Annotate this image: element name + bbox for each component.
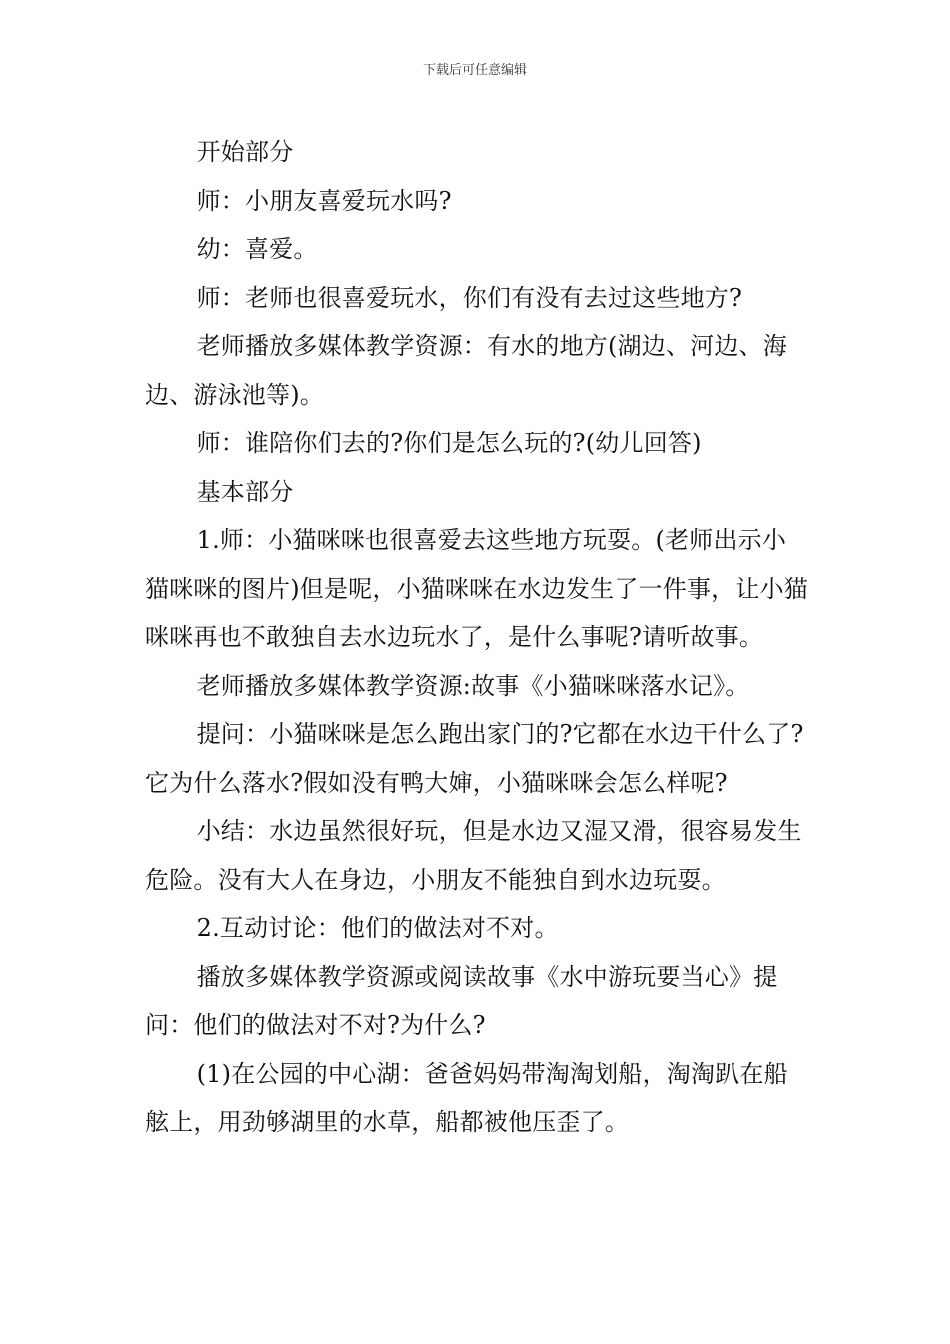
- question-paragraph: 提问：小猫咪咪是怎么跑出家门的?它都在水边干什么了?它为什么落水?假如没有鸭大婶，小猫咪咪会怎么样呢?: [145, 720, 804, 797]
- dialogue-paragraph: 师：老师也很喜爱玩水，你们有没有去过这些地方?: [196, 283, 743, 312]
- discussion-heading: 2.互动讨论：他们的做法对不对。: [196, 914, 559, 942]
- body-paragraph: 1.师：小猫咪咪也很喜爱去这些地方玩耍。(老师出示小猫咪咪的图片)但是呢，小猫咪咪在水边发生了一件事，让小猫咪咪再也不敢独自去水边玩水了，是什么事呢?请听故事。: [145, 526, 808, 651]
- dialogue-paragraph: 幼：喜爱。: [196, 235, 318, 263]
- section-heading-start: 开始部分: [196, 138, 294, 166]
- dialogue-paragraph: 师：谁陪你们去的?你们是怎么玩的?(幼儿回答): [196, 429, 702, 457]
- body-paragraph: 老师播放多媒体教学资源：有水的地方(湖边、河边、海边、游泳池等)。: [145, 332, 787, 409]
- page-header: 下载后可任意编辑: [422, 63, 527, 78]
- summary-paragraph: 小结：水边虽然很好玩，但是水边又湿又滑，很容易发生危险。没有大人在身边，小朋友不能独自到水边玩耍。: [145, 817, 802, 894]
- question-paragraph: 播放多媒体教学资源或阅读故事《水中游玩要当心》提问：他们的做法对不对?为什么?: [145, 962, 778, 1039]
- body-paragraph: 老师播放多媒体教学资源:故事《小猫咪咪落水记》。: [196, 671, 750, 700]
- scenario-paragraph: (1)在公园的中心湖：爸爸妈妈带淘淘划船，淘淘趴在船舷上，用劲够湖里的水草，船都被他压歪了。: [145, 1059, 788, 1136]
- document-body: [145, 128, 809, 1147]
- section-heading-basic: 基本部分: [196, 477, 294, 506]
- dialogue-paragraph: 师：小朋友喜爱玩水吗?: [196, 186, 452, 215]
